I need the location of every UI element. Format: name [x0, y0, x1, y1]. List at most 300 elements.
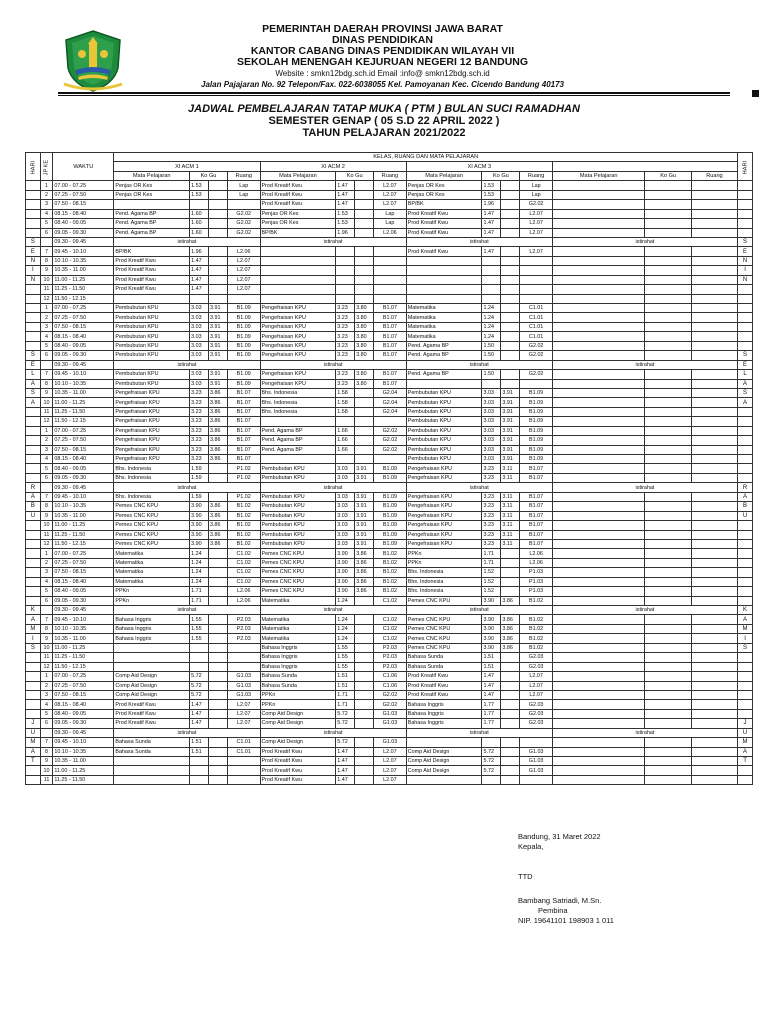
- corner-mark: [752, 90, 759, 97]
- day-letter-right: [738, 200, 753, 209]
- table-row: [26, 445, 753, 454]
- teacher-code-cell: [645, 587, 691, 596]
- room-cell: G2.02: [374, 700, 407, 709]
- teacher-code-cell: 1.24: [336, 615, 355, 624]
- teacher-code-cell: 3.03: [336, 502, 355, 511]
- teacher-code-cell: 3.91: [209, 322, 228, 331]
- teacher-code-cell: [691, 228, 737, 237]
- sub-header-ruang: Ruang: [227, 171, 260, 180]
- day-letter: [26, 539, 41, 548]
- teacher-code-cell: [645, 266, 691, 275]
- teacher-code-cell: [355, 672, 374, 681]
- day-letter: [26, 219, 41, 228]
- room-cell: L2.06: [227, 247, 260, 256]
- room-cell: B1.09: [520, 398, 553, 407]
- teacher-code-cell: [691, 219, 737, 228]
- subject-cell: Bahasa Inggris: [260, 643, 336, 652]
- teacher-code-cell: 1.47: [190, 709, 209, 718]
- teacher-code-cell: 1.59: [190, 492, 209, 501]
- day-letter: A: [26, 492, 41, 501]
- subject-cell: [114, 662, 190, 671]
- room-cell: G1.03: [520, 757, 553, 766]
- teacher-code-cell: [691, 266, 737, 275]
- day-letter: E: [26, 360, 41, 369]
- subject-cell: Prod Kreatif Kwu: [406, 228, 482, 237]
- subject-cell: Pemes CNC KPU: [260, 568, 336, 577]
- jp-cell: 12: [40, 662, 53, 671]
- teacher-code-cell: 1.51: [190, 747, 209, 756]
- room-cell: B1.07: [520, 502, 553, 511]
- day-letter: [26, 455, 41, 464]
- table-row: [26, 464, 753, 473]
- jp-cell: 4: [40, 209, 53, 218]
- subject-cell: [552, 256, 645, 265]
- time-cell: 07.25 - 07.50: [53, 681, 114, 690]
- teacher-code-cell: 3.86: [355, 577, 374, 586]
- subject-cell: Bhs. Indonesia: [260, 407, 336, 416]
- sub-header-subject: Mata Pelajaran: [260, 171, 336, 180]
- teacher-code-cell: 3.86: [209, 426, 228, 435]
- time-cell: 09.05 - 09.30: [53, 351, 114, 360]
- teacher-code-cell: 3.23: [336, 379, 355, 388]
- teacher-code-cell: [691, 709, 737, 718]
- teacher-code-cell: 1.71: [336, 690, 355, 699]
- day-letter-right: S: [738, 643, 753, 652]
- subject-cell: [552, 690, 645, 699]
- subject-cell: Prod Kreatif Kwu: [406, 209, 482, 218]
- day-letter: [26, 464, 41, 473]
- teacher-code-cell: 3.86: [355, 587, 374, 596]
- room-cell: G2.02: [520, 341, 553, 350]
- teacher-code-cell: [190, 200, 209, 209]
- day-letter-right: [738, 681, 753, 690]
- teacher-code-cell: [691, 379, 737, 388]
- teacher-code-cell: [209, 709, 228, 718]
- day-letter-right: [738, 577, 753, 586]
- room-cell: Lap: [374, 219, 407, 228]
- room-cell: G1.03: [374, 738, 407, 747]
- subject-cell: Pemes CNC KPU: [114, 539, 190, 548]
- teacher-code-cell: [645, 200, 691, 209]
- subject-cell: Matematika: [114, 549, 190, 558]
- table-row: [26, 360, 753, 369]
- room-cell: B1.02: [374, 558, 407, 567]
- time-cell: 07.50 - 08.15: [53, 568, 114, 577]
- sub-header-kogu: Ko Gu: [190, 171, 228, 180]
- subject-cell: Matematika: [114, 568, 190, 577]
- teacher-code-cell: 3.03: [190, 322, 209, 331]
- subject-cell: [552, 539, 645, 548]
- subject-cell: [406, 256, 482, 265]
- day-letter: [26, 313, 41, 322]
- teacher-code-cell: [209, 266, 228, 275]
- table-row: [26, 719, 753, 728]
- teacher-code-cell: 3.03: [190, 332, 209, 341]
- subject-cell: [552, 502, 645, 511]
- teacher-code-cell: 1.24: [336, 596, 355, 605]
- subject-cell: [260, 294, 336, 303]
- day-letter: [26, 530, 41, 539]
- teacher-code-cell: [691, 332, 737, 341]
- room-cell: L2.07: [374, 190, 407, 199]
- subject-cell: [406, 379, 482, 388]
- jp-cell: 11: [40, 530, 53, 539]
- subject-cell: Pengefraisan KPU: [260, 332, 336, 341]
- teacher-code-cell: [355, 181, 374, 190]
- room-cell: G2.04: [374, 407, 407, 416]
- subject-cell: [552, 643, 645, 652]
- room-cell: [520, 379, 553, 388]
- time-cell: 07.00 - 07.25: [53, 549, 114, 558]
- room-cell: [227, 653, 260, 662]
- room-cell: B1.09: [520, 417, 553, 426]
- teacher-code-cell: 1.58: [336, 398, 355, 407]
- teacher-code-cell: [355, 700, 374, 709]
- room-cell: [374, 455, 407, 464]
- room-cell: L2.06: [520, 558, 553, 567]
- subject-cell: BP/BK: [406, 200, 482, 209]
- room-cell: G2.03: [520, 719, 553, 728]
- day-letter: [26, 294, 41, 303]
- teacher-code-cell: [355, 445, 374, 454]
- teacher-code-cell: 5.72: [482, 757, 501, 766]
- teacher-code-cell: [645, 426, 691, 435]
- day-letter: U: [26, 728, 41, 737]
- title-line-2: SEMESTER GENAP ( 05 S.D 22 APRIL 2022 ): [268, 115, 500, 127]
- teacher-code-cell: [691, 747, 737, 756]
- time-cell: 09.30 - 09.45: [53, 237, 114, 246]
- subject-cell: Penjas OR Kes: [406, 190, 482, 199]
- teacher-code-cell: [645, 228, 691, 237]
- subject-cell: Pembubutan KPU: [406, 436, 482, 445]
- teacher-code-cell: [209, 294, 228, 303]
- teacher-code-cell: [691, 521, 737, 530]
- room-cell: B1.02: [374, 577, 407, 586]
- jp-cell: 7: [40, 247, 53, 256]
- table-row: [26, 549, 753, 558]
- subject-cell: [552, 398, 645, 407]
- room-cell: L2.07: [520, 690, 553, 699]
- subject-cell: [260, 455, 336, 464]
- teacher-code-cell: [691, 351, 737, 360]
- subject-cell: Pend. Agama BP: [406, 370, 482, 379]
- day-letter: [26, 436, 41, 445]
- subject-cell: [552, 549, 645, 558]
- day-letter-right: [738, 464, 753, 473]
- day-letter: J: [26, 719, 41, 728]
- teacher-code-cell: [691, 426, 737, 435]
- subject-cell: [552, 662, 645, 671]
- teacher-code-cell: 1.24: [336, 624, 355, 633]
- teacher-code-cell: 3.03: [190, 313, 209, 322]
- room-cell: L2.06: [374, 228, 407, 237]
- room-cell: [520, 256, 553, 265]
- teacher-code-cell: [501, 719, 520, 728]
- jp-cell: 3: [40, 445, 53, 454]
- teacher-code-cell: [645, 407, 691, 416]
- room-cell: P1.03: [520, 587, 553, 596]
- subject-cell: [552, 181, 645, 190]
- day-letter-right: B: [738, 502, 753, 511]
- teacher-code-cell: [691, 417, 737, 426]
- subject-cell: [552, 681, 645, 690]
- subject-cell: [552, 757, 645, 766]
- day-letter-right: E: [738, 360, 753, 369]
- teacher-code-cell: 1.53: [190, 190, 209, 199]
- day-letter: S: [26, 351, 41, 360]
- day-letter: [26, 577, 41, 586]
- teacher-code-cell: [645, 436, 691, 445]
- teacher-code-cell: 3.91: [209, 304, 228, 313]
- day-letter-right: [738, 530, 753, 539]
- table-row: [26, 700, 753, 709]
- room-cell: L2.07: [520, 219, 553, 228]
- room-cell: B1.07: [520, 511, 553, 520]
- day-letter-right: [738, 539, 753, 548]
- subject-cell: Matematika: [260, 634, 336, 643]
- time-cell: 11.25 - 11.50: [53, 407, 114, 416]
- subject-cell: [406, 294, 482, 303]
- subject-cell: Bahasa Inggris: [114, 624, 190, 633]
- jp-cell: 12: [40, 539, 53, 548]
- time-cell: 08.15 - 08.40: [53, 455, 114, 464]
- subject-cell: Prod Kreatif Kwu: [260, 747, 336, 756]
- teacher-code-cell: 3.23: [482, 521, 501, 530]
- room-cell: C1.02: [227, 549, 260, 558]
- day-letter: [26, 700, 41, 709]
- subject-cell: [552, 455, 645, 464]
- time-cell: 09.45 - 10.10: [53, 738, 114, 747]
- day-letter-right: [738, 596, 753, 605]
- teacher-code-cell: [645, 775, 691, 784]
- day-letter: M: [26, 624, 41, 633]
- table-row: [26, 502, 753, 511]
- teacher-code-cell: 3.80: [355, 379, 374, 388]
- teacher-code-cell: 3.03: [482, 436, 501, 445]
- room-cell: L2.07: [227, 285, 260, 294]
- room-cell: P2.03: [227, 634, 260, 643]
- subject-cell: BP/BK: [260, 228, 336, 237]
- room-cell: B1.02: [374, 568, 407, 577]
- subject-cell: Pend. Agama BP: [406, 341, 482, 350]
- subject-cell: Pemes CNC KPU: [406, 634, 482, 643]
- teacher-code-cell: 3.23: [482, 539, 501, 548]
- signature-block: [518, 832, 614, 926]
- sign-rank: Pembina: [538, 906, 568, 915]
- teacher-code-cell: [645, 492, 691, 501]
- time-cell: 07.50 - 08.15: [53, 690, 114, 699]
- subject-cell: Pemes CNC KPU: [260, 577, 336, 586]
- subject-cell: Pengefraisan KPU: [406, 464, 482, 473]
- jp-cell: [40, 237, 53, 246]
- subject-cell: Pengefraisan KPU: [406, 530, 482, 539]
- teacher-code-cell: [482, 266, 501, 275]
- jp-cell: [40, 483, 53, 492]
- time-cell: 10.35 - 11.00: [53, 757, 114, 766]
- time-cell: 08.15 - 08.40: [53, 700, 114, 709]
- subject-cell: Pengefraisan KPU: [114, 445, 190, 454]
- teacher-code-cell: [645, 700, 691, 709]
- teacher-code-cell: [501, 256, 520, 265]
- day-letter: A: [26, 379, 41, 388]
- teacher-code-cell: 3.23: [482, 492, 501, 501]
- subject-cell: Bahasa Inggris: [114, 634, 190, 643]
- break-cell: istirahat: [406, 606, 552, 615]
- subject-cell: [552, 332, 645, 341]
- room-cell: [520, 738, 553, 747]
- teacher-code-cell: 1.47: [336, 766, 355, 775]
- day-letter: [26, 709, 41, 718]
- table-row: [26, 436, 753, 445]
- teacher-code-cell: 3.23: [482, 464, 501, 473]
- teacher-code-cell: [691, 653, 737, 662]
- jp-cell: 3: [40, 322, 53, 331]
- day-letter: [26, 662, 41, 671]
- room-cell: [227, 643, 260, 652]
- room-cell: B1.09: [374, 473, 407, 482]
- teacher-code-cell: [209, 473, 228, 482]
- subject-cell: [552, 247, 645, 256]
- day-letter-right: T: [738, 757, 753, 766]
- teacher-code-cell: [691, 757, 737, 766]
- teacher-code-cell: [501, 568, 520, 577]
- teacher-code-cell: 3.91: [501, 417, 520, 426]
- room-cell: B1.09: [227, 370, 260, 379]
- jp-cell: 10: [40, 275, 53, 284]
- teacher-code-cell: 5.72: [190, 681, 209, 690]
- teacher-code-cell: [691, 738, 737, 747]
- teacher-code-cell: [501, 209, 520, 218]
- teacher-code-cell: 1.51: [336, 681, 355, 690]
- teacher-code-cell: [645, 568, 691, 577]
- teacher-code-cell: 3.11: [501, 511, 520, 520]
- day-letter: [26, 672, 41, 681]
- time-cell: 11.50 - 12.15: [53, 539, 114, 548]
- teacher-code-cell: 1.71: [190, 596, 209, 605]
- subject-cell: Prod Kreatif Kwu: [114, 266, 190, 275]
- teacher-code-cell: [691, 313, 737, 322]
- subject-cell: Matematika: [260, 615, 336, 624]
- room-cell: G1.03: [374, 709, 407, 718]
- teacher-code-cell: 3.03: [190, 351, 209, 360]
- teacher-code-cell: [355, 624, 374, 633]
- col-header-hari: HARI: [26, 153, 41, 181]
- sub-header-kogu: Ko Gu: [645, 171, 691, 180]
- room-cell: B1.07: [520, 473, 553, 482]
- teacher-code-cell: 1.47: [190, 700, 209, 709]
- teacher-code-cell: [190, 775, 209, 784]
- teacher-code-cell: 3.80: [355, 370, 374, 379]
- teacher-code-cell: 3.91: [355, 502, 374, 511]
- teacher-code-cell: [691, 700, 737, 709]
- subject-cell: [552, 615, 645, 624]
- room-cell: L2.06: [520, 549, 553, 558]
- day-letter: [26, 332, 41, 341]
- day-letter-right: [738, 332, 753, 341]
- teacher-code-cell: [501, 341, 520, 350]
- subject-cell: PPKn: [114, 587, 190, 596]
- teacher-code-cell: [691, 596, 737, 605]
- day-letter: S: [26, 237, 41, 246]
- teacher-code-cell: [209, 549, 228, 558]
- room-cell: L2.07: [520, 209, 553, 218]
- teacher-code-cell: [336, 266, 355, 275]
- table-row: [26, 285, 753, 294]
- teacher-code-cell: 3.03: [482, 398, 501, 407]
- room-cell: B1.07: [374, 313, 407, 322]
- day-letter-right: [738, 209, 753, 218]
- room-cell: B1.09: [520, 407, 553, 416]
- subject-cell: Pengefraisan KPU: [260, 341, 336, 350]
- room-cell: B1.09: [227, 304, 260, 313]
- teacher-code-cell: 3.86: [501, 643, 520, 652]
- teacher-code-cell: 3.03: [482, 417, 501, 426]
- teacher-code-cell: 3.23: [336, 313, 355, 322]
- room-cell: L2.07: [374, 181, 407, 190]
- subject-cell: Pemes CNC KPU: [406, 596, 482, 605]
- room-cell: L2.07: [227, 700, 260, 709]
- time-cell: 11.00 - 11.25: [53, 766, 114, 775]
- room-cell: C1.02: [374, 634, 407, 643]
- teacher-code-cell: [482, 775, 501, 784]
- jp-cell: 4: [40, 700, 53, 709]
- teacher-code-cell: [482, 738, 501, 747]
- teacher-code-cell: [501, 351, 520, 360]
- teacher-code-cell: [355, 275, 374, 284]
- day-letter: A: [26, 747, 41, 756]
- teacher-code-cell: [501, 672, 520, 681]
- teacher-code-cell: 3.90: [482, 634, 501, 643]
- letterhead-rule-thin: [58, 95, 730, 96]
- teacher-code-cell: [355, 596, 374, 605]
- teacher-code-cell: [645, 473, 691, 482]
- table-row: [26, 483, 753, 492]
- time-cell: 10.35 - 11.00: [53, 266, 114, 275]
- table-row: [26, 407, 753, 416]
- teacher-code-cell: [691, 388, 737, 397]
- subject-cell: Prod Kreatif Kwu: [260, 181, 336, 190]
- room-cell: B1.09: [520, 436, 553, 445]
- teacher-code-cell: 1.47: [482, 681, 501, 690]
- jp-cell: 2: [40, 681, 53, 690]
- subject-cell: Pembubutan KPU: [260, 502, 336, 511]
- teacher-code-cell: [645, 332, 691, 341]
- subject-cell: Pend. Agama BP: [406, 351, 482, 360]
- table-row: [26, 587, 753, 596]
- teacher-code-cell: 3.11: [501, 473, 520, 482]
- teacher-code-cell: [645, 370, 691, 379]
- teacher-code-cell: [501, 332, 520, 341]
- teacher-code-cell: [645, 738, 691, 747]
- teacher-code-cell: 3.11: [501, 492, 520, 501]
- jp-cell: 7: [40, 492, 53, 501]
- teacher-code-cell: 3.86: [501, 596, 520, 605]
- teacher-code-cell: 3.90: [336, 587, 355, 596]
- letterhead: [150, 24, 615, 90]
- teacher-code-cell: [209, 690, 228, 699]
- teacher-code-cell: [691, 587, 737, 596]
- room-cell: B1.02: [520, 615, 553, 624]
- teacher-code-cell: 1.55: [190, 624, 209, 633]
- subject-cell: Bahasa Sunda: [260, 681, 336, 690]
- subject-cell: Matematika: [114, 558, 190, 567]
- time-cell: 08.40 - 09.05: [53, 587, 114, 596]
- room-cell: B1.09: [520, 455, 553, 464]
- teacher-code-cell: [691, 766, 737, 775]
- day-letter-right: [738, 181, 753, 190]
- sub-header-subject: Mata Pelajaran: [114, 171, 190, 180]
- teacher-code-cell: [645, 662, 691, 671]
